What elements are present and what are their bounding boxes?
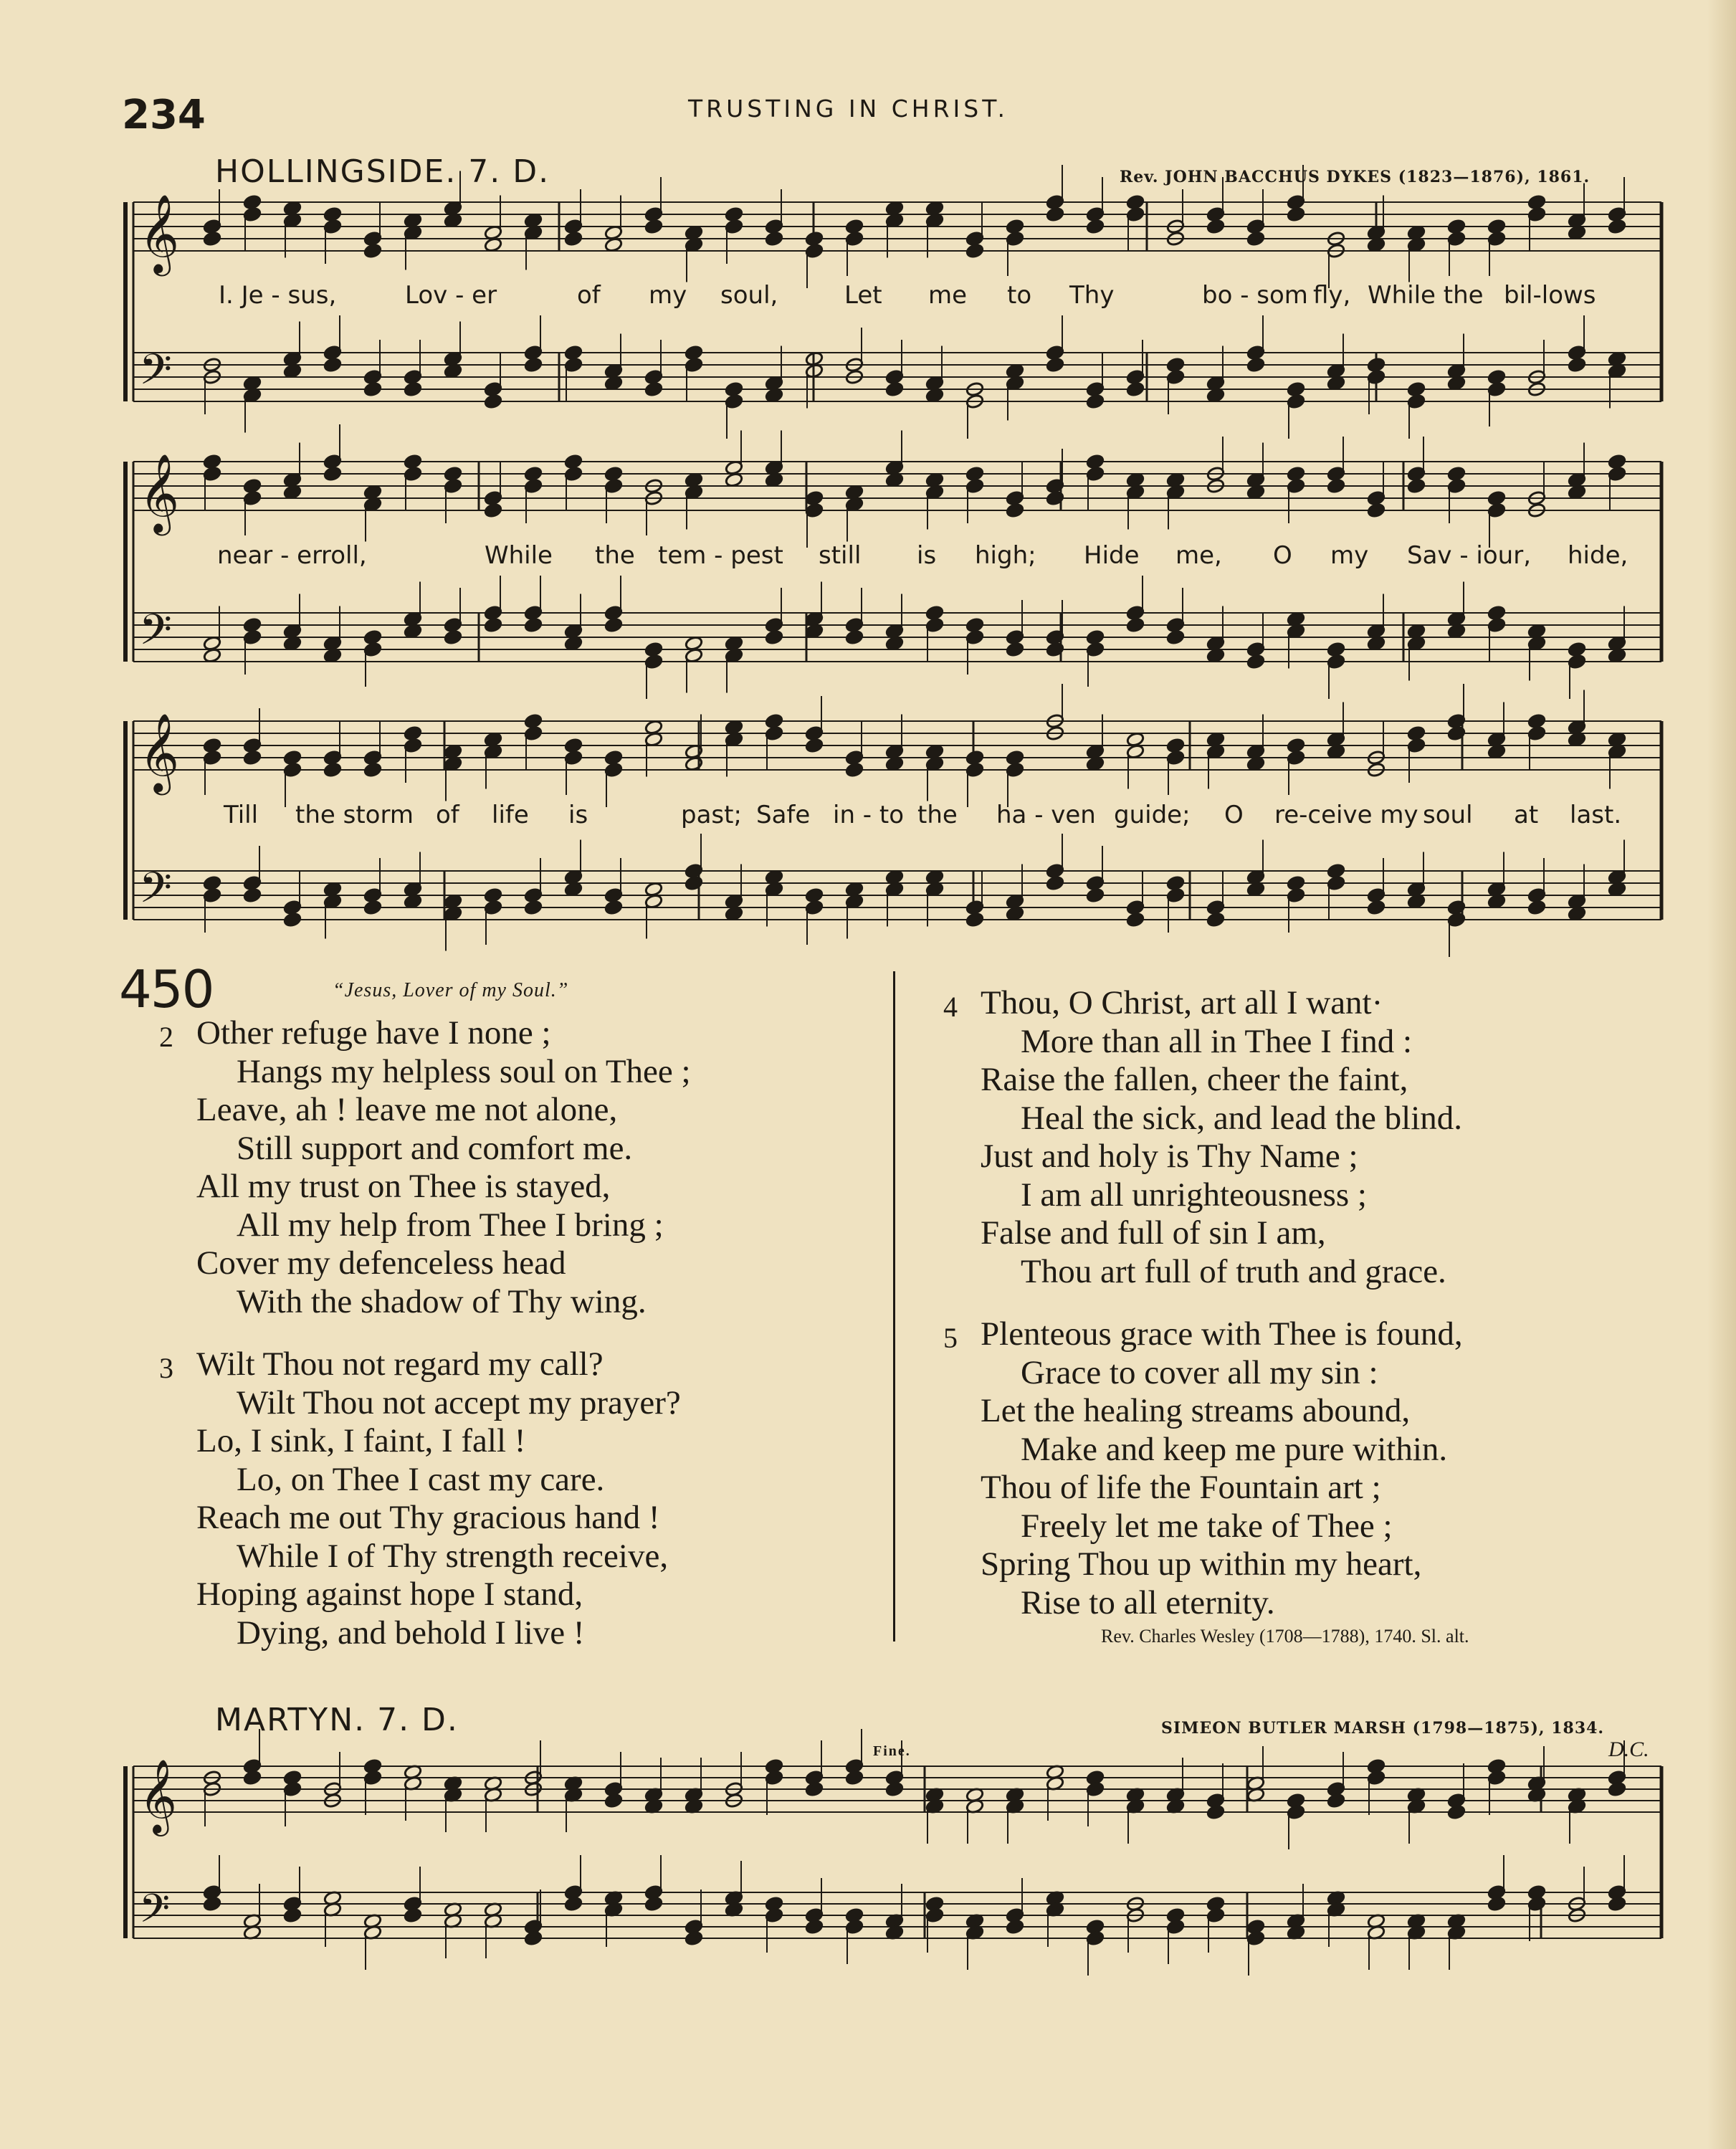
note-head <box>323 206 342 222</box>
note-head <box>1407 478 1426 494</box>
verse-line: Hangs my helpless soul on Thee ; <box>237 1052 691 1090</box>
note-head <box>363 629 382 645</box>
note-head <box>404 1907 422 1923</box>
verse-line: Reach me out Thy gracious hand ! <box>196 1499 660 1536</box>
verse-number: 5 <box>943 1322 958 1354</box>
note-head <box>1527 900 1546 915</box>
note-head <box>1287 875 1305 891</box>
note-head <box>1327 642 1345 657</box>
note-head <box>484 887 502 903</box>
verse-line: All my trust on Thee is stayed, <box>196 1168 611 1205</box>
lyric-syllable: roll, <box>321 541 367 570</box>
note-head <box>1166 738 1185 753</box>
note-head <box>604 900 623 915</box>
note-head <box>685 345 703 361</box>
verse-number: 3 <box>159 1352 173 1384</box>
verse-line: I am all unrighteousness ; <box>1021 1176 1367 1214</box>
lyric-syllable: to <box>1007 281 1032 310</box>
note-head <box>404 381 422 397</box>
note-head <box>484 617 502 633</box>
note-head <box>243 617 262 633</box>
lyric-syllable: While the <box>1368 281 1484 310</box>
note-head <box>1487 605 1506 621</box>
note-head <box>524 713 543 729</box>
lyric-syllable: Sav - iour, <box>1407 541 1532 570</box>
note-head <box>1447 466 1466 482</box>
lyric-syllable: high; <box>975 541 1036 570</box>
note-head <box>965 617 984 633</box>
lyric-syllable: soul, <box>720 281 778 310</box>
note-head <box>1608 219 1626 234</box>
note-head <box>1126 912 1145 928</box>
note-head <box>1327 478 1345 494</box>
note-head <box>524 357 543 373</box>
note-head <box>1608 454 1626 470</box>
verse-line: Thou art full of truth and grace. <box>1021 1252 1446 1290</box>
note-head <box>1487 369 1506 385</box>
note-head <box>1608 1896 1626 1912</box>
note-head <box>444 629 462 645</box>
tune-name-hollingside: HOLLINGSIDE. 7. D. <box>215 153 550 190</box>
verse-line: Plenteous grace with Thee is found, <box>981 1315 1463 1353</box>
note-head <box>805 1781 824 1797</box>
note-head <box>845 219 864 234</box>
note-head <box>484 502 502 518</box>
lyric-syllable: I. Je - sus, <box>219 281 337 310</box>
lyric-syllable: Thy <box>1069 281 1115 310</box>
martyn-system-treble-clef: 𝄞 <box>139 1759 177 1834</box>
note-head <box>1086 219 1105 234</box>
lyric-syllable: soul <box>1423 801 1473 829</box>
note-head <box>1327 1793 1345 1809</box>
lyric-syllable: of <box>577 281 601 310</box>
note-head <box>1447 219 1466 234</box>
lyric-syllable: past; <box>681 801 742 829</box>
note-head <box>243 478 262 494</box>
note-head <box>1166 875 1185 891</box>
note-head <box>1487 219 1506 234</box>
note-head <box>1287 206 1305 222</box>
note-head <box>283 1907 302 1923</box>
hollingside-system-2-brace <box>123 462 128 662</box>
lyric-syllable: Hide <box>1084 541 1140 570</box>
note-head <box>1046 875 1064 891</box>
composer-marsh: SIMEON BUTLER MARSH (1798—1875), 1834. <box>1161 1719 1605 1738</box>
note-head <box>283 750 302 766</box>
note-head <box>1487 1896 1506 1912</box>
note-head <box>604 466 623 482</box>
page-number: 234 <box>122 92 206 138</box>
verse-line: Leave, ah ! leave me not alone, <box>196 1091 618 1128</box>
note-head <box>725 206 743 222</box>
note-head <box>564 738 583 753</box>
note-head <box>845 1770 864 1786</box>
fine-marker: Fine. <box>873 1743 911 1759</box>
hollingside-system-3-bass-clef: 𝄢 <box>139 863 172 923</box>
note-head <box>1046 357 1064 373</box>
lyric-syllable: my <box>649 281 687 310</box>
note-head <box>965 466 984 482</box>
note-head <box>1527 713 1546 729</box>
note-head <box>604 617 623 633</box>
note-head <box>323 357 342 373</box>
note-head <box>203 738 221 753</box>
note-head <box>1246 654 1265 670</box>
lyric-syllable: the <box>917 801 958 829</box>
note-head <box>925 605 944 621</box>
lyric-syllable: bo - som <box>1202 281 1308 310</box>
lyric-syllable: me, <box>1175 541 1222 570</box>
note-head <box>1568 357 1586 373</box>
verse-line: Rise to all eternity. <box>1021 1583 1275 1621</box>
note-head <box>965 912 984 928</box>
lyric-syllable: the storm <box>295 801 414 829</box>
note-head <box>685 1930 703 1946</box>
note-head <box>1487 490 1506 506</box>
tune-name-martyn: MARTYN. 7. D. <box>215 1702 459 1738</box>
martyn-system-bass-clef: 𝄢 <box>139 1885 171 1941</box>
lyric-syllable: Till <box>224 801 259 829</box>
lyric-syllable: re-ceive my <box>1274 801 1418 829</box>
lyric-syllable: fly, <box>1313 281 1351 310</box>
note-head <box>323 762 342 778</box>
note-head <box>1608 1781 1626 1797</box>
note-head <box>805 1919 824 1935</box>
note-head <box>203 875 221 891</box>
note-head <box>243 750 262 766</box>
note-head <box>1006 219 1024 234</box>
note-head <box>1568 642 1586 657</box>
dc-marker: D.C. <box>1608 1738 1649 1761</box>
lyric-syllable: bil-lows <box>1504 281 1596 310</box>
verse-line: While I of Thy strength receive, <box>237 1537 669 1575</box>
verse-line: Wilt Thou not accept my prayer? <box>237 1383 681 1421</box>
lyric-syllable: Lov - er <box>405 281 497 310</box>
note-head <box>1407 381 1426 397</box>
note-head <box>1126 617 1145 633</box>
hymn-number: 450 <box>119 959 214 1019</box>
note-head <box>765 713 783 729</box>
note-head <box>484 394 502 409</box>
note-head <box>524 466 543 482</box>
note-head <box>805 887 824 903</box>
verse-line: Cover my defenceless head <box>196 1244 566 1282</box>
note-head <box>1006 642 1024 657</box>
lyric-syllable: me <box>928 281 968 310</box>
verse-line: Freely let me take of Thee ; <box>1021 1507 1393 1545</box>
note-head <box>685 875 703 891</box>
note-head <box>1527 194 1546 210</box>
note-head <box>1447 1804 1466 1820</box>
lyric-syllable: ha - ven <box>996 801 1096 829</box>
note-head <box>725 381 743 397</box>
lyric-syllable: Safe <box>756 801 811 829</box>
note-head <box>564 454 583 470</box>
note-head <box>845 762 864 778</box>
note-head <box>283 912 302 928</box>
note-head <box>243 194 262 210</box>
martyn-system-brace <box>123 1766 128 1938</box>
verse-number: 4 <box>943 991 958 1023</box>
lyric-syllable: hide, <box>1568 541 1628 570</box>
note-head <box>604 1793 623 1809</box>
verse-line: Make and keep me pure within. <box>1021 1430 1448 1468</box>
note-head <box>1287 738 1305 753</box>
note-head <box>524 900 543 915</box>
note-head <box>243 887 262 903</box>
note-head <box>805 231 824 247</box>
note-head <box>644 642 663 657</box>
verse-line: Dying, and behold I live ! <box>237 1614 585 1652</box>
hollingside-system-3-treble-clef: 𝄞 <box>139 713 180 792</box>
note-head <box>363 762 382 778</box>
lyric-syllable: near - er <box>217 541 323 570</box>
column-divider <box>893 971 895 1641</box>
note-head <box>1246 231 1265 247</box>
verse-line: Let the healing streams abound, <box>981 1392 1411 1429</box>
verse-line: False and full of sin I am, <box>981 1214 1326 1252</box>
verse-line: Just and holy is Thy Name ; <box>981 1138 1358 1175</box>
verse-line: Raise the fallen, cheer the faint, <box>981 1061 1408 1098</box>
lyric-syllable: of <box>436 801 459 829</box>
verse-line: Wilt Thou not regard my call? <box>196 1345 604 1383</box>
verse-line: All my help from Thee I bring ; <box>237 1206 664 1244</box>
composer-dykes: Rev. JOHN BACCHUS DYKES (1823—1876), 1861. <box>1120 168 1590 186</box>
hollingside-system-3-brace <box>123 721 128 920</box>
note-head <box>1166 629 1185 645</box>
verse-line: Lo, I sink, I faint, I fall ! <box>196 1422 526 1459</box>
hymn-author: Rev. Charles Wesley (1708—1788), 1740. Sl. alt. <box>1101 1626 1469 1647</box>
note-head <box>1287 381 1305 397</box>
verse-line: Thou, O Christ, art all I want· <box>981 984 1383 1021</box>
lyric-syllable: still <box>819 541 862 570</box>
lyric-syllable: While <box>485 541 553 570</box>
lyric-syllable: O <box>1273 541 1292 570</box>
note-head <box>203 454 221 470</box>
verse-line: Heal the sick, and lead the blind. <box>1021 1099 1463 1137</box>
note-head <box>1086 629 1105 645</box>
lyric-syllable: the <box>595 541 635 570</box>
note-head <box>1126 381 1145 397</box>
note-head <box>524 1930 543 1946</box>
lyric-syllable: my <box>1330 541 1369 570</box>
note-head <box>1166 357 1185 373</box>
note-head <box>323 466 342 482</box>
note-head <box>1407 725 1426 741</box>
verse-line: Spring Thou up within my heart, <box>981 1545 1422 1583</box>
verse-line: Hoping against hope I stand, <box>196 1576 583 1613</box>
note-head <box>1006 750 1024 766</box>
lyric-syllable: is <box>917 541 937 570</box>
note-head <box>644 1896 663 1912</box>
verse-number: 2 <box>159 1021 173 1053</box>
note-head <box>1206 219 1225 234</box>
lyric-syllable: O <box>1224 801 1244 829</box>
note-head <box>644 381 663 397</box>
lyric-syllable: at <box>1514 801 1539 829</box>
note-head <box>885 1781 904 1797</box>
note-head <box>564 231 583 247</box>
note-head <box>1327 863 1345 879</box>
note-head <box>765 231 783 247</box>
note-head <box>805 490 824 506</box>
note-head <box>765 629 783 645</box>
note-head <box>1246 357 1265 373</box>
verse-line: Grace to cover all my sin : <box>1021 1353 1378 1391</box>
note-head <box>1086 887 1105 903</box>
hollingside-system-2-bass-clef: 𝄢 <box>139 605 172 664</box>
note-head <box>1126 194 1145 210</box>
note-head <box>805 738 824 753</box>
lyric-syllable: life <box>492 801 529 829</box>
note-head <box>564 345 583 361</box>
note-head <box>363 243 382 259</box>
note-head <box>203 231 221 247</box>
note-head <box>1006 502 1024 518</box>
note-head <box>363 381 382 397</box>
note-head <box>1086 394 1105 409</box>
hymn-subtitle: “Jesus, Lover of my Soul.” <box>333 979 569 1001</box>
hollingside-system-2-treble-clef: 𝄞 <box>139 454 180 533</box>
hollingside-system-1-treble-clef: 𝄞 <box>139 194 180 273</box>
note-head <box>564 1896 583 1912</box>
hollingside-system-1-brace <box>123 202 128 401</box>
note-head <box>604 750 623 766</box>
note-head <box>1287 466 1305 482</box>
lyric-syllable: Let <box>844 281 882 310</box>
verse-line: With the shadow of Thy wing. <box>237 1282 647 1320</box>
hollingside-system-1-bass-clef: 𝄢 <box>139 345 172 404</box>
lyric-syllable: last. <box>1570 801 1622 829</box>
verse-line: Still support and comfort me. <box>237 1129 633 1167</box>
note-head <box>1046 206 1064 222</box>
note-head <box>243 1770 262 1786</box>
verse-line: More than all in Thee I find : <box>1021 1022 1413 1060</box>
verse-line: Other refuge have I none ; <box>196 1014 551 1052</box>
note-head <box>1006 1919 1024 1935</box>
lyric-syllable: tem - pest <box>658 541 783 570</box>
note-head <box>1367 900 1386 915</box>
verse-line: Thou of life the Fountain art ; <box>981 1469 1381 1506</box>
note-head <box>404 725 422 741</box>
running-head: TRUSTING IN CHRIST. <box>688 95 1008 123</box>
note-head <box>965 243 984 259</box>
note-head <box>1367 502 1386 518</box>
note-head <box>524 617 543 633</box>
note-head <box>404 454 422 470</box>
verse-line: Lo, on Thee I cast my care. <box>237 1460 605 1498</box>
lyric-syllable: guide; <box>1114 801 1191 829</box>
note-head <box>1086 454 1105 470</box>
note-head <box>644 219 663 234</box>
note-head <box>203 1896 221 1912</box>
note-head <box>1367 357 1386 373</box>
note-head <box>363 900 382 915</box>
lyric-syllable: in - to <box>833 801 905 829</box>
note-head <box>845 629 864 645</box>
note-head <box>1206 1804 1225 1820</box>
lyric-syllable: is <box>568 801 588 829</box>
note-head <box>965 750 984 766</box>
note-head <box>1206 912 1225 928</box>
note-head <box>444 466 462 482</box>
note-head <box>885 381 904 397</box>
